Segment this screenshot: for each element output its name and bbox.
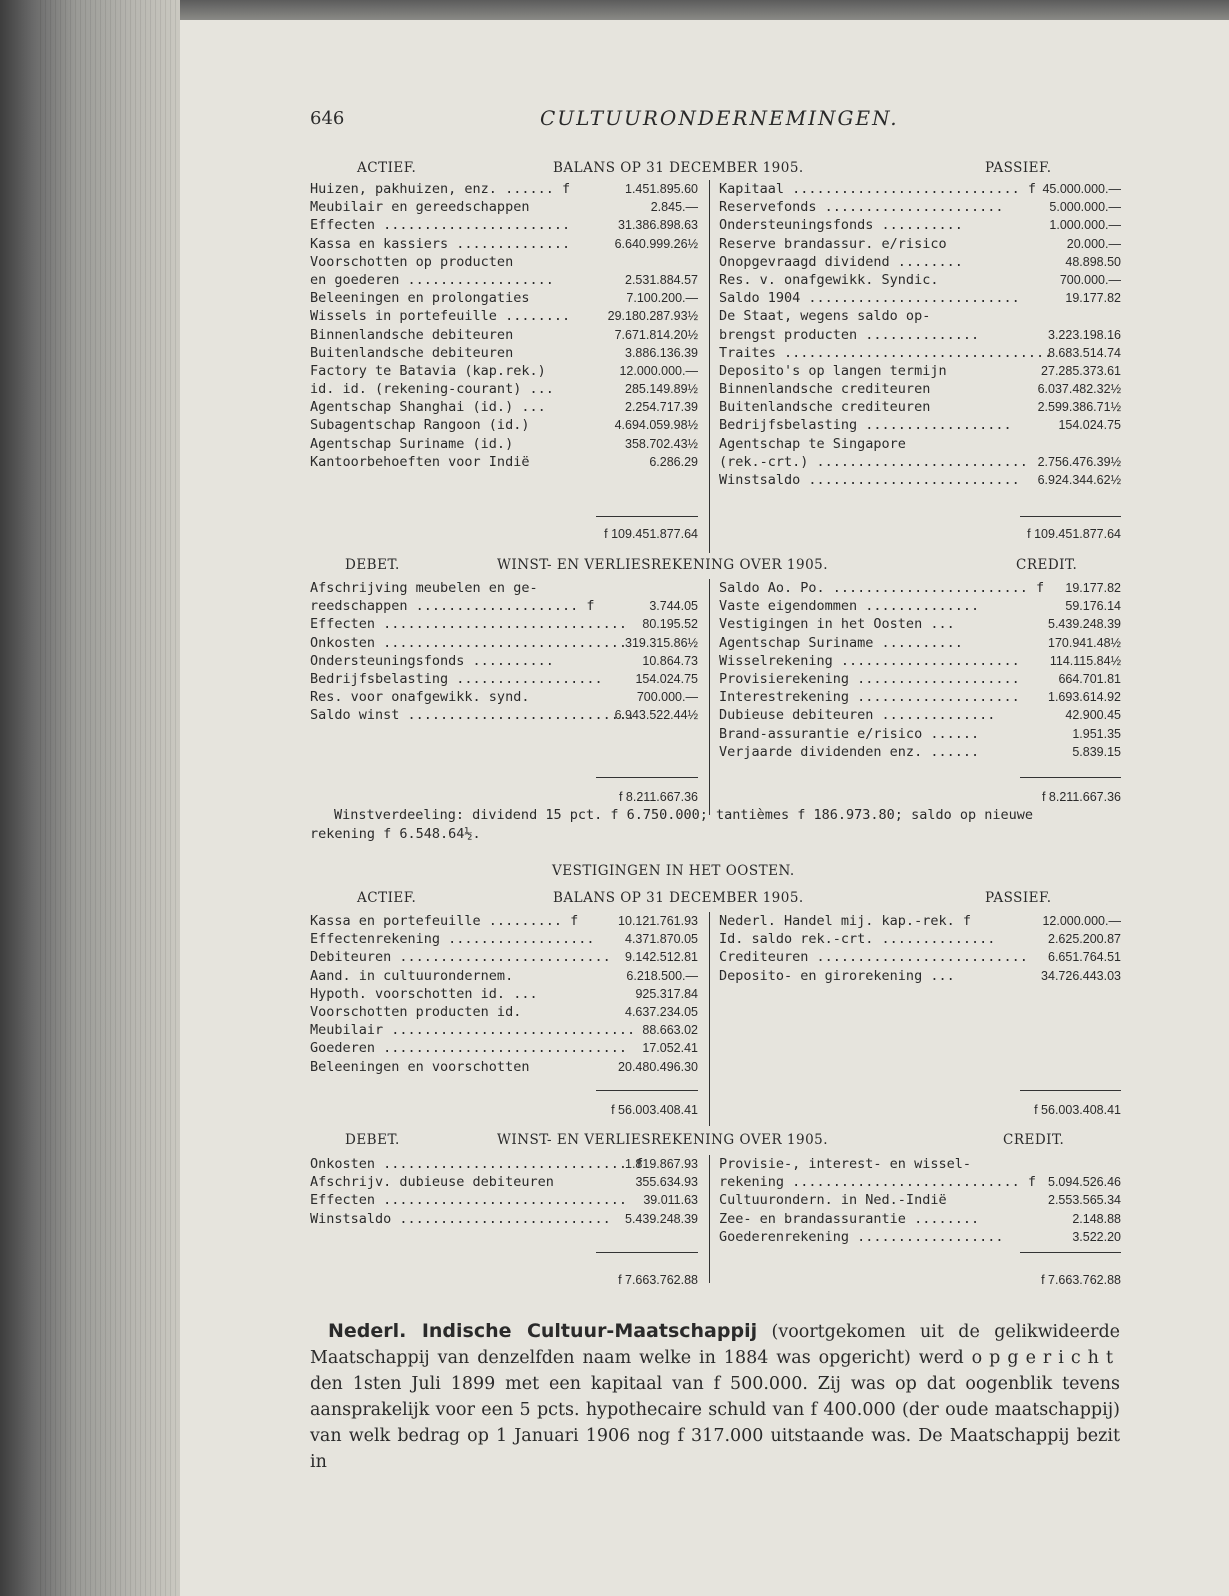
table-row bbox=[719, 344, 1121, 362]
row-label: Res. voor onafgewikk. synd. bbox=[310, 689, 530, 706]
row-value: 8.683.514.74 bbox=[1048, 345, 1121, 360]
row-label: Hypoth. voorschotten id. ... bbox=[310, 985, 538, 1002]
table-row bbox=[310, 615, 698, 633]
balans1-right-head: PASSIEF. bbox=[985, 160, 1052, 176]
row-value: 6.037.482.32½ bbox=[1037, 382, 1121, 397]
row-label: Deposito- en girorekening ... bbox=[719, 967, 955, 984]
table-row bbox=[310, 1003, 698, 1021]
row-label: brengst producten .............. bbox=[719, 326, 980, 343]
row-label: Winstsaldo .......................... bbox=[310, 1210, 611, 1227]
table-row bbox=[310, 634, 698, 652]
table-row bbox=[310, 307, 698, 325]
table-row bbox=[310, 967, 698, 985]
balans2-left-head: ACTIEF. bbox=[357, 890, 417, 906]
sum-rule bbox=[596, 777, 698, 778]
table-row bbox=[719, 1210, 1121, 1228]
row-label: Provisierekening .................... bbox=[719, 670, 1020, 687]
row-value: 6.218.500.— bbox=[626, 968, 698, 983]
row-label: Effecten .............................. bbox=[310, 616, 627, 633]
row-value: 3.522.20 bbox=[1072, 1229, 1121, 1244]
table-row bbox=[310, 289, 698, 307]
table-row bbox=[719, 930, 1121, 948]
row-label: Afschrijv. dubieuse debiteuren bbox=[310, 1174, 554, 1191]
table-row bbox=[310, 235, 698, 253]
row-label: Kantoorbehoeften voor Indië bbox=[310, 453, 530, 470]
table-row bbox=[719, 912, 1121, 930]
sum-rule bbox=[1020, 1252, 1121, 1253]
table-row bbox=[310, 579, 698, 597]
row-value: 10.864.73 bbox=[642, 653, 698, 668]
table-row bbox=[719, 579, 1121, 597]
row-label: Agentschap Shanghai (id.) ... bbox=[310, 399, 546, 416]
balans2-right-head: PASSIEF. bbox=[985, 890, 1052, 906]
row-label: Effecten .............................. bbox=[310, 1192, 627, 1209]
row-value: 2.845.— bbox=[650, 200, 698, 215]
book-top-edge bbox=[180, 0, 1229, 20]
row-value: 4.371.870.05 bbox=[625, 932, 698, 947]
row-value: 10.121.761.93 bbox=[618, 914, 698, 928]
table-row bbox=[719, 253, 1121, 271]
row-value: 12.000.000.— bbox=[1042, 914, 1121, 928]
row-label: Wisselrekening ...................... bbox=[719, 652, 1020, 669]
balans1-total-left: f 109.451.877.64 bbox=[604, 527, 698, 541]
row-label: Agentschap te Singapore bbox=[719, 435, 906, 452]
row-label: Kassa en portefeuille ......... f bbox=[310, 913, 579, 929]
row-value: 5.839.15 bbox=[1072, 744, 1121, 759]
table-row bbox=[310, 344, 698, 362]
page-number: 646 bbox=[310, 108, 345, 129]
row-label: Dubieuse debiteuren .............. bbox=[719, 707, 996, 724]
table-row bbox=[719, 198, 1121, 216]
table-row bbox=[719, 725, 1121, 743]
row-label: Aand. in cultuurondernem. bbox=[310, 967, 514, 984]
table-row bbox=[310, 652, 698, 670]
row-label: Binnenlandsche debiteuren bbox=[310, 326, 514, 343]
table-row bbox=[310, 688, 698, 706]
row-label: Effectenrekening .................. bbox=[310, 931, 595, 948]
row-label: Brand-assurantie e/risico ...... bbox=[719, 725, 980, 742]
row-label: Goederenrekening .................. bbox=[719, 1228, 1004, 1245]
table-row bbox=[719, 380, 1121, 398]
row-label: Vestigingen in het Oosten ... bbox=[719, 616, 955, 633]
table-row bbox=[310, 985, 698, 1003]
table-row bbox=[310, 1191, 698, 1209]
table-row bbox=[719, 235, 1121, 253]
row-value: 700.000.— bbox=[1059, 272, 1121, 287]
row-label: Kassa en kassiers .............. bbox=[310, 235, 571, 252]
table-row bbox=[719, 597, 1121, 615]
row-label: Debiteuren .......................... bbox=[310, 949, 611, 966]
table-row bbox=[719, 435, 1121, 453]
row-label: Agentschap Suriname (id.) bbox=[310, 435, 514, 452]
balans2-passief-table bbox=[719, 912, 1121, 985]
row-value: 20.480.496.30 bbox=[618, 1059, 698, 1074]
row-label: Nederl. Handel mij. kap.-rek. f bbox=[719, 913, 971, 929]
balans1-title: BALANS OP 31 DECEMBER 1905. bbox=[553, 160, 804, 176]
table-row bbox=[310, 253, 698, 271]
table-row bbox=[719, 1155, 1121, 1173]
table-row bbox=[310, 453, 698, 471]
table-row bbox=[310, 706, 698, 724]
row-value: 154.024.75 bbox=[635, 671, 698, 686]
row-label: Kapitaal ............................ f bbox=[719, 181, 1036, 197]
table-row bbox=[719, 967, 1121, 985]
row-value: 2.531.884.57 bbox=[625, 272, 698, 287]
row-label: Onkosten .............................. f bbox=[310, 1156, 644, 1172]
balans1-left-head: ACTIEF. bbox=[357, 160, 417, 176]
sum-rule bbox=[1020, 1090, 1121, 1091]
sum-rule bbox=[596, 1090, 698, 1091]
table-row bbox=[719, 180, 1121, 198]
row-value: 2.553.565.34 bbox=[1048, 1193, 1121, 1208]
row-label: Saldo winst ............................ bbox=[310, 707, 636, 724]
table-row bbox=[310, 670, 698, 688]
row-label: Saldo Ao. Po. ........................ f bbox=[719, 580, 1045, 596]
table-row bbox=[310, 435, 698, 453]
row-label: Meubilair en gereedschappen bbox=[310, 199, 530, 216]
row-value: 700.000.— bbox=[636, 690, 698, 705]
row-label: Saldo 1904 .......................... bbox=[719, 290, 1020, 307]
row-value: 5.439.248.39 bbox=[1048, 617, 1121, 632]
company-name: Nederl. Indische Cultuur-Maatschappij bbox=[328, 1320, 758, 1342]
column-divider bbox=[709, 912, 710, 1126]
row-value: 5.439.248.39 bbox=[625, 1211, 698, 1226]
table-row bbox=[310, 362, 698, 380]
table-row bbox=[719, 1191, 1121, 1209]
winst1-debet-table bbox=[310, 579, 698, 725]
column-divider bbox=[709, 180, 710, 553]
column-divider bbox=[709, 579, 710, 815]
row-label: (rek.-crt.) .......................... bbox=[719, 453, 1028, 470]
table-row bbox=[719, 615, 1121, 633]
table-row bbox=[719, 471, 1121, 489]
table-row bbox=[310, 416, 698, 434]
row-label: Zee- en brandassurantie ........ bbox=[719, 1210, 980, 1227]
winst1-title: WINST- EN VERLIESREKENING OVER 1905. bbox=[497, 557, 829, 573]
row-value: 29.180.287.93½ bbox=[607, 309, 698, 324]
winst1-total-left: f 8.211.667.36 bbox=[618, 790, 698, 804]
row-label: Goederen .............................. bbox=[310, 1040, 627, 1057]
row-label: Agentschap Suriname .......... bbox=[719, 634, 963, 651]
table-row bbox=[719, 706, 1121, 724]
table-row bbox=[310, 198, 698, 216]
row-value: 42.900.45 bbox=[1065, 708, 1121, 723]
row-value: 31.386.898.63 bbox=[618, 218, 698, 233]
row-value: 45.000.000.— bbox=[1042, 182, 1121, 196]
row-value: 2.148.88 bbox=[1072, 1211, 1121, 1226]
row-label: Reservefonds ...................... bbox=[719, 199, 1004, 216]
paragraph-text: den 1sten Juli 1899 met een kapitaal van f 500.000. Zij was op dat oogenblik tevens aansprakelijk voor een 5 pcts. hypothecaire schuld van f 400.000 (der oude maatschappij) van welk bedrag op 1 Januari 1906 nog f 317.000 uitstaande was. De Maatschappij bezit in bbox=[310, 1374, 1120, 1472]
row-label: Crediteuren .......................... bbox=[719, 949, 1028, 966]
table-row bbox=[310, 216, 698, 234]
spaced-word: opgericht bbox=[971, 1348, 1120, 1368]
row-label: Provisie-, interest- en wissel- bbox=[719, 1156, 971, 1172]
table-row bbox=[719, 453, 1121, 471]
table-row bbox=[310, 1210, 698, 1228]
row-value: 19.177.82 bbox=[1065, 291, 1121, 306]
row-value: 319.315.86½ bbox=[625, 635, 698, 650]
table-row bbox=[310, 930, 698, 948]
row-label: Meubilair .............................. bbox=[310, 1022, 636, 1039]
table-row bbox=[310, 380, 698, 398]
table-row bbox=[310, 1173, 698, 1191]
column-divider bbox=[709, 1155, 710, 1283]
balans1-passief-table bbox=[719, 180, 1121, 489]
table-row bbox=[310, 1039, 698, 1057]
row-value: 3.223.198.16 bbox=[1048, 327, 1121, 342]
winst1-total-right: f 8.211.667.36 bbox=[1041, 790, 1121, 804]
table-row bbox=[719, 948, 1121, 966]
row-value: 154.024.75 bbox=[1058, 418, 1121, 433]
paragraph-text: (voortgekomen uit de gelikwideerde Maatschappij van denzelfden naam welke in 1884 was opgericht) werd bbox=[310, 1322, 1120, 1368]
winst2-credit-table bbox=[719, 1155, 1121, 1246]
row-value: 1.819.867.93 bbox=[625, 1157, 698, 1171]
row-label: Huizen, pakhuizen, enz. ...... f bbox=[310, 181, 571, 197]
table-row bbox=[719, 362, 1121, 380]
row-value: 358.702.43½ bbox=[625, 436, 698, 451]
row-value: 27.285.373.61 bbox=[1041, 363, 1121, 378]
row-value: 114.115.84½ bbox=[1049, 653, 1121, 668]
row-value: 2.625.200.87 bbox=[1048, 932, 1121, 947]
table-row bbox=[719, 688, 1121, 706]
row-value: 7.100.200.— bbox=[626, 291, 698, 306]
running-title: CULTUURONDERNEMINGEN. bbox=[540, 106, 899, 130]
row-label: reedschappen .................... f bbox=[310, 598, 595, 615]
row-value: 5.000.000.— bbox=[1049, 200, 1121, 215]
row-label: Beleeningen en voorschotten bbox=[310, 1058, 530, 1075]
sum-rule bbox=[596, 1252, 698, 1253]
table-row bbox=[719, 652, 1121, 670]
row-label: Binnenlandsche crediteuren bbox=[719, 381, 931, 398]
row-value: 3.886.136.39 bbox=[625, 345, 698, 360]
row-label: Wissels in portefeuille ........ bbox=[310, 308, 571, 325]
row-label: Cultuurondern. in Ned.-Indië bbox=[719, 1192, 947, 1209]
balans2-actief-table bbox=[310, 912, 698, 1076]
row-value: 88.663.02 bbox=[642, 1023, 698, 1038]
row-value: 34.726.443.03 bbox=[1041, 968, 1121, 983]
table-row bbox=[310, 326, 698, 344]
row-value: 6.651.764.51 bbox=[1048, 950, 1121, 965]
row-value: 80.195.52 bbox=[642, 617, 698, 632]
winst1-right-head: CREDIT. bbox=[1016, 557, 1078, 573]
row-value: 1.693.614.92 bbox=[1048, 690, 1121, 705]
row-value: 19.177.82 bbox=[1065, 581, 1121, 595]
row-label: en goederen .................. bbox=[310, 271, 554, 288]
row-value: 9.142.512.81 bbox=[625, 950, 698, 965]
row-label: Ondersteuningsfonds .......... bbox=[719, 217, 963, 234]
row-value: 6.943.522.44½ bbox=[614, 708, 698, 723]
page-edges bbox=[40, 0, 190, 1596]
row-value: 3.744.05 bbox=[649, 599, 698, 614]
row-value: 1.000.000.— bbox=[1049, 218, 1121, 233]
winst2-total-left: f 7.663.762.88 bbox=[618, 1273, 698, 1287]
row-label: Id. saldo rek.-crt. .............. bbox=[719, 931, 996, 948]
table-row bbox=[310, 1058, 698, 1076]
sum-rule bbox=[596, 516, 698, 517]
row-value: 39.011.63 bbox=[643, 1193, 698, 1208]
row-label: Bedrijfsbelasting .................. bbox=[719, 417, 1012, 434]
table-row bbox=[310, 1155, 698, 1173]
table-row bbox=[719, 670, 1121, 688]
balans2-total-right: f 56.003.408.41 bbox=[1034, 1103, 1121, 1117]
row-label: Voorschotten op producten bbox=[310, 253, 514, 270]
table-row bbox=[719, 216, 1121, 234]
balans1-total-right: f 109.451.877.64 bbox=[1027, 527, 1121, 541]
table-row bbox=[719, 1173, 1121, 1191]
table-row bbox=[310, 180, 698, 198]
row-label: Effecten ....................... bbox=[310, 217, 571, 234]
table-row bbox=[310, 948, 698, 966]
winst2-right-head: CREDIT. bbox=[1003, 1132, 1065, 1148]
row-label: Deposito's op langen termijn bbox=[719, 362, 947, 379]
row-label: Beleeningen en prolongaties bbox=[310, 290, 530, 307]
table-row bbox=[719, 1228, 1121, 1246]
row-label: Buitenlandsche crediteuren bbox=[719, 399, 931, 416]
sum-rule bbox=[1020, 516, 1121, 517]
row-value: 285.149.89½ bbox=[625, 382, 698, 397]
row-value: 664.701.81 bbox=[1058, 671, 1121, 686]
row-label: Onkosten .............................. bbox=[310, 634, 627, 651]
winst2-title: WINST- EN VERLIESREKENING OVER 1905. bbox=[497, 1132, 829, 1148]
row-label: Ondersteuningsfonds .......... bbox=[310, 652, 554, 669]
row-label: Interestrekening .................... bbox=[719, 689, 1020, 706]
row-value: 170.941.48½ bbox=[1048, 635, 1121, 650]
row-value: 20.000.— bbox=[1066, 236, 1121, 251]
vestigingen-title: VESTIGINGEN IN HET OOSTEN. bbox=[552, 863, 795, 879]
row-value: 2.599.386.71½ bbox=[1037, 400, 1121, 415]
row-label: De Staat, wegens saldo op- bbox=[719, 308, 931, 325]
row-value: 6.924.344.62½ bbox=[1037, 473, 1121, 487]
table-row bbox=[719, 416, 1121, 434]
row-label: id. id. (rekening-courant) ... bbox=[310, 381, 554, 398]
balans1-actief-table bbox=[310, 180, 698, 471]
winstverdeeling-note bbox=[310, 806, 1125, 844]
row-value: 2.254.717.39 bbox=[625, 400, 698, 415]
balans2-title: BALANS OP 31 DECEMBER 1905. bbox=[553, 890, 804, 906]
table-row bbox=[719, 289, 1121, 307]
row-label: Voorschotten producten id. bbox=[310, 1003, 522, 1020]
table-row bbox=[310, 1021, 698, 1039]
row-value: 1.451.895.60 bbox=[625, 182, 698, 196]
table-row bbox=[719, 398, 1121, 416]
row-value: 2.756.476.39½ bbox=[1037, 454, 1121, 469]
row-label: Factory te Batavia (kap.rek.) bbox=[310, 362, 546, 379]
table-row bbox=[719, 743, 1121, 761]
row-label: Subagentschap Rangoon (id.) bbox=[310, 417, 530, 434]
row-label: rekening ............................ f bbox=[719, 1174, 1036, 1191]
row-value: 5.094.526.46 bbox=[1048, 1175, 1121, 1190]
row-value: 4.694.059.98½ bbox=[614, 418, 698, 433]
table-row bbox=[719, 326, 1121, 344]
row-value: 12.000.000.— bbox=[619, 363, 698, 378]
row-value: 7.671.814.20½ bbox=[614, 327, 698, 342]
row-value: 4.637.234.05 bbox=[625, 1004, 698, 1019]
winst2-total-right: f 7.663.762.88 bbox=[1041, 1273, 1121, 1287]
row-value: 17.052.41 bbox=[642, 1041, 698, 1056]
row-value: 355.634.93 bbox=[635, 1175, 698, 1190]
winst2-left-head: DEBET. bbox=[345, 1132, 400, 1148]
row-value: 6.286.29 bbox=[649, 454, 698, 469]
row-label: Buitenlandsche debiteuren bbox=[310, 344, 514, 361]
row-value: 925.317.84 bbox=[635, 986, 698, 1001]
winst2-debet-table bbox=[310, 1155, 698, 1228]
row-label: Verjaarde dividenden enz. ...... bbox=[719, 743, 980, 760]
row-value: 59.176.14 bbox=[1065, 599, 1121, 614]
winst1-credit-table bbox=[719, 579, 1121, 761]
sum-rule bbox=[1020, 777, 1121, 778]
table-row bbox=[310, 597, 698, 615]
table-row bbox=[719, 307, 1121, 325]
table-row bbox=[310, 912, 698, 930]
balans2-total-left: f 56.003.408.41 bbox=[611, 1103, 698, 1117]
winst1-left-head: DEBET. bbox=[345, 557, 400, 573]
row-label: Onopgevraagd dividend ........ bbox=[719, 253, 963, 270]
note-line: Winstverdeeling: dividend 15 pct. f 6.750.000; tantièmes f 186.973.80; saldo op nieuwe bbox=[334, 807, 1033, 823]
row-label: Winstsaldo .......................... bbox=[719, 472, 1020, 488]
row-label: Vaste eigendommen .............. bbox=[719, 598, 980, 615]
row-label: Bedrijfsbelasting .................. bbox=[310, 670, 603, 687]
row-label: Reserve brandassur. e/risico bbox=[719, 235, 947, 252]
table-row bbox=[719, 271, 1121, 289]
row-value: 1.951.35 bbox=[1072, 726, 1121, 741]
note-line: rekening f 6.548.64½. bbox=[310, 826, 481, 842]
row-label: Afschrijving meubelen en ge- bbox=[310, 580, 538, 596]
table-row bbox=[310, 271, 698, 289]
company-paragraph bbox=[310, 1318, 1120, 1475]
row-label: Res. v. onafgewikk. Syndic. bbox=[719, 271, 939, 288]
row-value: 6.640.999.26½ bbox=[614, 236, 698, 251]
table-row bbox=[719, 634, 1121, 652]
row-label: Traites ................................. bbox=[719, 344, 1053, 361]
row-value: 48.898.50 bbox=[1065, 254, 1121, 269]
table-row bbox=[310, 398, 698, 416]
